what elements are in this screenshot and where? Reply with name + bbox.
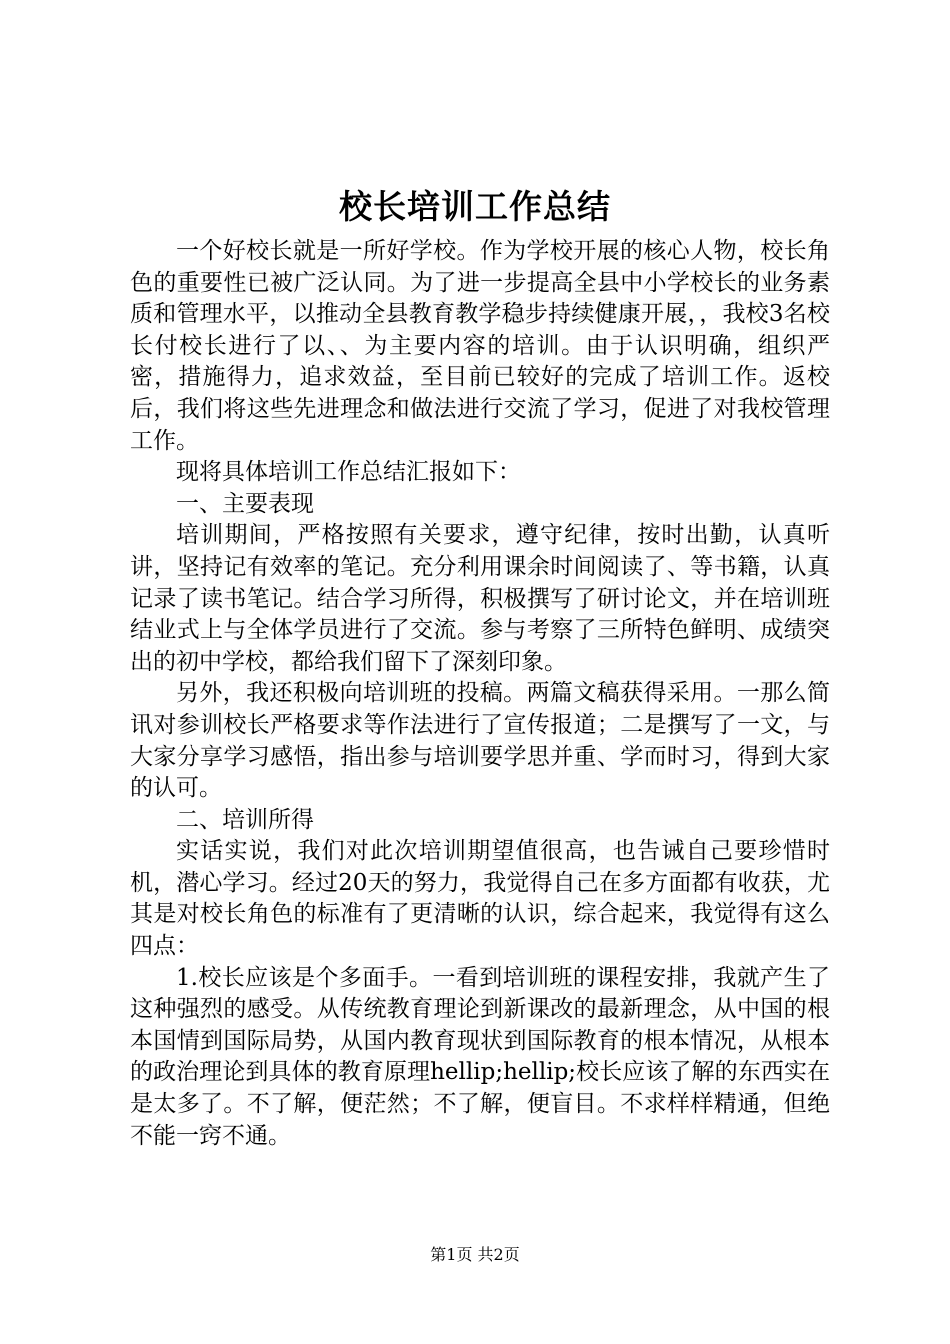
page-footer: 第1页 共2页 [430, 1245, 520, 1264]
section-heading: 一、主要表现 [176, 490, 314, 517]
section-heading: 二、培训所得 [176, 806, 314, 833]
body-paragraph: 培训期间，严格按照有关要求，遵守纪律，按时出勤，认真听讲，坚持记有效率的笔记。充分利用课余时间阅读了、等书籍，认真记录了读书笔记。结合学习所得，积极撰写了研讨论文，并在培训班结业式上与全体学员进行了交流。参与考察了三所特色鲜明、成绩突出的初中学校，都给我们留下了深刻印象。 [130, 522, 830, 675]
document-body [130, 236, 830, 1152]
body-paragraph: 一个好校长就是一所好学校。作为学校开展的核心人物，校长角色的重要性已被广泛认同。为了进一步提高全县中小学校长的业务素质和管理水平，以推动全县教育教学稳步持续健康开展，，我校3名校长付校长进行了以、、为主要内容的培训。由于认识明确，组织严密，措施得力，追求效益，至目前已较好的完成了培训工作。返校后，我们将这些先进理念和做法进行交流了学习，促进了对我校管理工作。 [130, 238, 830, 454]
list-item-paragraph: 1.校长应该是个多面手。一看到培训班的课程安排，我就产生了这种强烈的感受。从传统教育理论到新课改的最新理念，从中国的根本国情到国际局势，从国内教育现状到国际教育的根本情况，从根本的政治理论到具体的教育原理hellip;hellip;校长应该了解的东西实在是太多了。不了解，便茫然；不了解，便盲目。不求样样精通，但绝不能一窍不通。 [130, 964, 830, 1149]
body-paragraph: 现将具体培训工作总结汇报如下： [176, 459, 521, 486]
body-paragraph: 另外，我还积极向培训班的投稿。两篇文稿获得采用。一那么简讯对参训校长严格要求等作法进行了宣传报道；二是撰写了一文，与大家分享学习感悟，指出参与培训要学思并重、学而时习，得到大家的认可。 [130, 680, 830, 802]
body-paragraph: 实话实说，我们对此次培训期望值很高，也告诫自己要珍惜时机，潜心学习。经过20天的努力，我觉得自己在多方面都有收获，尤其是对校长角色的标准有了更清晰的认识，综合起来，我觉得有这么四点： [130, 838, 830, 960]
document-title: 校长培训工作总结 [339, 187, 611, 226]
